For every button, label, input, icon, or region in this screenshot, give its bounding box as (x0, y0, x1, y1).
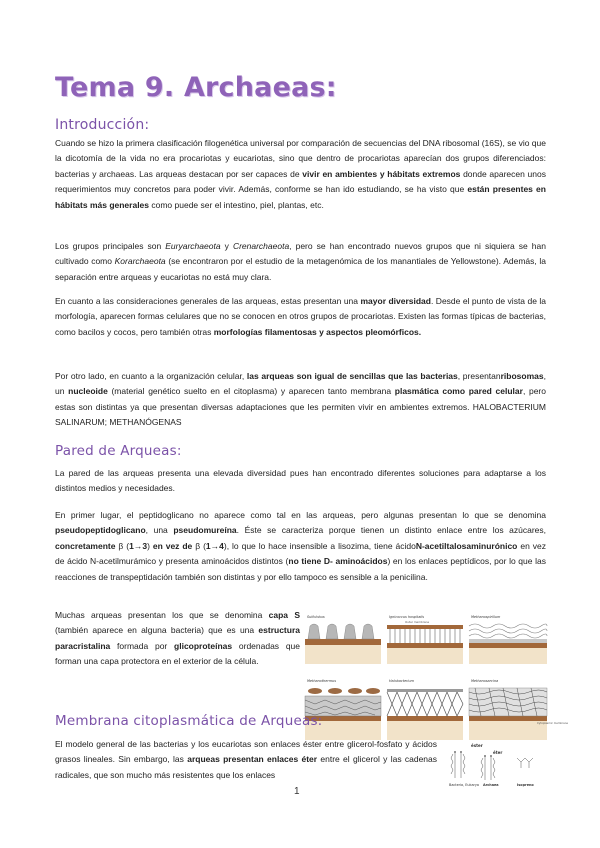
svg-text:éster: éster (471, 743, 483, 748)
paragraph-membrana-1: El modelo general de las bacterias y los eucariotas son enlaces éster entre glicerol-fosfato y ácidos grasos lineales. Sin embargo, las arqueas presentan enlaces éter entre el glicerol y las cadenas radicales, que son mucho más resistentes que los enlaces (55, 739, 438, 780)
paragraph-pared-2: En primer lugar, el peptidoglicano no aparece como tal en las arqueas, pero algunas presentan lo que se denomina pseudopeptidoglicano, una pseudomureína. Éste se caracteriza porque tienen un distinto enlace entre los azúcares, concretamente β (1→3) en vez de β (1→4), lo que lo hace insensible a lisozima, tiene ácidoN-acetiltalosaminurónico en vez de ácido N-acetilmurámico y presenta aminoácidos distintos (no tiene D- aminoácidos) en los enlaces peptídicos, por lo que las reacciones de transpeptidación también son distintas y por ello tampoco es sensible a la penicilina. (55, 510, 546, 582)
panel-methanosarcina (469, 679, 568, 740)
svg-text:éter: éter (493, 750, 503, 755)
page-number: 1 (294, 786, 300, 797)
svg-text:Methanosarcina: Methanosarcina (471, 679, 499, 683)
paragraph-pared-1: La pared de las arqueas presenta una elevada diversidad pues han encontrado diferentes soluciones para adaptarse a los distintos medios y necesidades. (55, 468, 546, 494)
paragraph-intro-4: Por otro lado, en cuanto a la organización celular, las arqueas son igual de sencillas que las bacterias, presentanribosomas, un nucleoide (material genético suelto en el citoplasma) y aparecen tanto membrana plasmática como pared celular, pero estas son distintas ya que presentan diversas adaptaciones que les permiten vivir en ambientes extremos. HALOBACTERIUM SALINARUM; METHANÓGENAS (55, 371, 546, 428)
lipid-linkage-figure (447, 740, 547, 798)
svg-text:Cytoplasmic membrane: Cytoplasmic membrane (537, 722, 568, 725)
svg-text:Methanospirillum: Methanospirillum (471, 615, 501, 619)
heading-introduccion: Introducción: (55, 117, 150, 133)
svg-text:Ignicoccus hospitalis: Ignicoccus hospitalis (389, 615, 425, 619)
svg-text:Archaea: Archaea (483, 783, 499, 787)
svg-text:Sulfolobus: Sulfolobus (307, 615, 325, 619)
paragraph-intro-3: En cuanto a las consideraciones generales de las arqueas, estas presentan una mayor diversidad. Desde el punto de vista de la morfología, aparecen formas celulares que no se conocen en otros grupos de procariotas. Existen las formas típicas de bacterias, como bacilos y cocos, pero también otras morfologías filamentosas y aspectos pleomórficos. (55, 296, 547, 337)
heading-pared: Pared de Arqueas: (55, 443, 182, 459)
svg-text:Isopreno: Isopreno (517, 783, 534, 787)
svg-text:Halobacterium: Halobacterium (389, 679, 414, 683)
paragraph-intro-1: Cuando se hizo la primera clasificación filogenética universal por comparación de secuencias del DNA ribosomal (16S), se vio que la dicotomía de la vida no era procariotas y eucariotas, sino que dentro de procariotas aparecían dos grupos diferenciados: bacterias y archaeas. Las arqueas destacan por ser capaces de vivir en ambientes y hábitats extremos donde aparecen unos requerimientos muy concretos para poder vivir. Además, conforme se han ido estudiando, se ha visto que están presentes en hábitats más generales como puede ser el intestino, piel, plantas, etc. (55, 138, 546, 210)
paragraph-pared-3: Muchas arqueas presentan los que se denomina capa S (también aparece en alguna bacteria) que es una estructura paracristalina formada por glicoproteínas ordenadas que forman una capa protectora en el exterior de la célula. (55, 610, 300, 667)
svg-text:Bacteria, Eukarya: Bacteria, Eukarya (449, 783, 480, 787)
paragraph-intro-2: Los grupos principales son Euryarchaeota y Crenarchaeota, pero se han encontrado nuevos grupos que ni siquiera se han cultivado como Korarchaeota (se encontraron por el estudio de la metagenómica de los manantiales de Yellowstone). Además, la separación entre arqueas y eucariotas no está muy clara. (55, 241, 546, 282)
svg-text:Methanothermus: Methanothermus (307, 679, 336, 683)
svg-text:Outer membrane: Outer membrane (405, 620, 430, 624)
page-title: Tema 9. Archaeas: (55, 72, 337, 103)
cell-wall-figure (305, 612, 568, 740)
heading-membrana: Membrana citoplasmática de Arqueas: (55, 713, 323, 729)
